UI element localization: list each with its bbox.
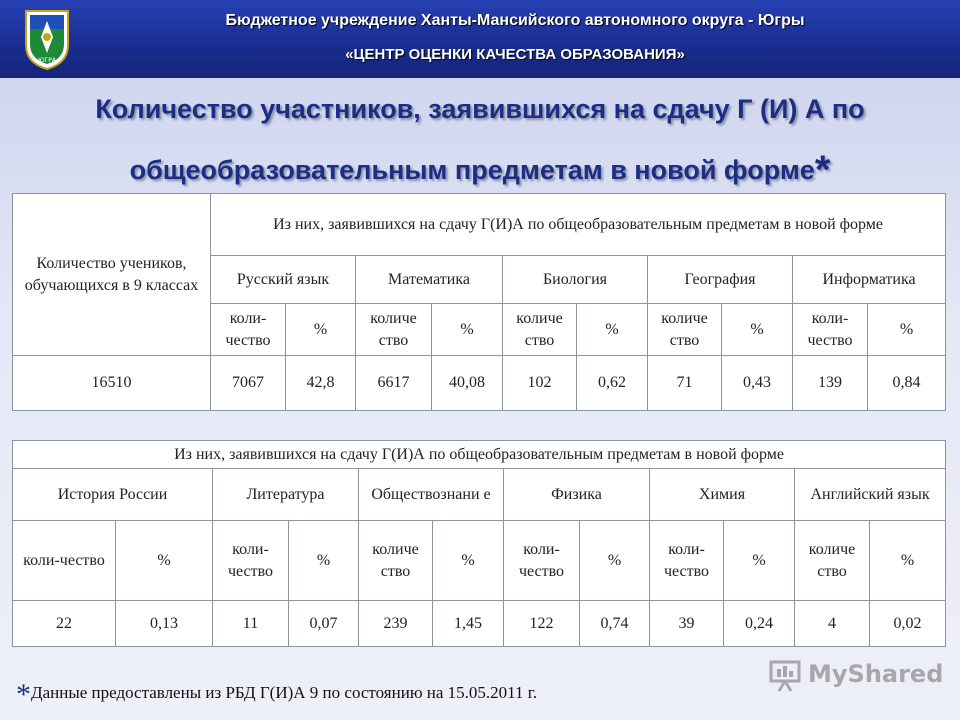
value-cell: 6617 <box>356 356 432 411</box>
table-row <box>13 356 946 411</box>
footnote-text: Данные предоставлены из РБД Г(И)А 9 по состоянию на 15.05.2011 г. <box>31 683 538 702</box>
subheader-cell: количе ство <box>648 304 722 356</box>
subject-math: Математика <box>356 256 503 304</box>
value-cell: 0,02 <box>870 601 946 647</box>
organization-name: Бюджетное учреждение Ханты-Мансийского автономного округа - Югры <box>225 12 805 29</box>
footnote <box>16 678 537 712</box>
subheader-cell: % <box>580 521 650 601</box>
value-cell: 39 <box>650 601 724 647</box>
value-cell: 122 <box>504 601 580 647</box>
table-row <box>13 601 946 647</box>
value-cell: 22 <box>13 601 116 647</box>
subheader-cell: коли-чество <box>211 304 286 356</box>
coat-of-arms-icon <box>22 7 72 71</box>
footnote-asterisk: * <box>16 678 31 711</box>
total-students-cell: 16510 <box>13 356 211 411</box>
subheader-cell: % <box>868 304 946 356</box>
subheader-cell: количе ство <box>356 304 432 356</box>
value-cell: 40,08 <box>432 356 503 411</box>
value-cell: 7067 <box>211 356 286 411</box>
subject-literature: Литература <box>213 469 359 521</box>
watermark-text: MyShared <box>808 660 944 688</box>
subheader-cell: % <box>724 521 795 601</box>
value-cell: 102 <box>503 356 577 411</box>
subject-social-studies: Обществознани е <box>359 469 504 521</box>
participants-table-2 <box>12 440 946 647</box>
subheader-cell: % <box>432 304 503 356</box>
group-header: Из них, заявившихся на сдачу Г(И)А по общеобразовательным предметам в новой форме <box>211 194 946 256</box>
subheader-cell: % <box>722 304 793 356</box>
value-cell: 239 <box>359 601 433 647</box>
group-header: Из них, заявившихся на сдачу Г(И)А по общеобразовательным предметам в новой форме <box>13 441 946 469</box>
subject-chemistry: Химия <box>650 469 795 521</box>
subheader-cell: % <box>577 304 648 356</box>
subheader-cell: коли-чество <box>793 304 868 356</box>
subheader-cell: количе ство <box>359 521 433 601</box>
header-banner <box>0 0 960 78</box>
value-cell: 0,84 <box>868 356 946 411</box>
subject-english: Английский язык <box>795 469 946 521</box>
watermark <box>768 656 944 694</box>
value-cell: 0,13 <box>116 601 213 647</box>
value-cell: 0,24 <box>724 601 795 647</box>
subject-russian: Русский язык <box>211 256 356 304</box>
subheader-cell: % <box>433 521 504 601</box>
students-count-header: Количество учеников, обучающихся в 9 классах <box>13 194 211 356</box>
subject-geography: География <box>648 256 793 304</box>
subheader-cell: коли-чество <box>504 521 580 601</box>
subheader-cell: коли-чество <box>213 521 289 601</box>
subheader-cell: количе ство <box>795 521 870 601</box>
value-cell: 0,43 <box>722 356 793 411</box>
title-asterisk: * <box>814 148 831 192</box>
value-cell: 42,8 <box>286 356 356 411</box>
subheader-cell: % <box>116 521 213 601</box>
value-cell: 1,45 <box>433 601 504 647</box>
subheader-cell: % <box>286 304 356 356</box>
subheader-cell: количе ство <box>503 304 577 356</box>
center-name: «ЦЕНТР ОЦЕНКИ КАЧЕСТВА ОБРАЗОВАНИЯ» <box>345 46 685 63</box>
presentation-board-icon <box>768 658 802 692</box>
value-cell: 11 <box>213 601 289 647</box>
subheader-cell: коли-чество <box>650 521 724 601</box>
subject-russian-history: История России <box>13 469 213 521</box>
participants-table-1 <box>12 193 946 411</box>
emblem-label: ЮГРА <box>38 57 56 64</box>
slide-title-line1: Количество участников, заявившихся на сдачу Г (И) А по <box>95 94 865 124</box>
slide-title-line2: общеобразовательным предметам в новой форме* <box>129 148 831 192</box>
value-cell: 0,07 <box>289 601 359 647</box>
subject-physics: Физика <box>504 469 650 521</box>
value-cell: 139 <box>793 356 868 411</box>
value-cell: 4 <box>795 601 870 647</box>
value-cell: 0,74 <box>580 601 650 647</box>
subject-biology: Биология <box>503 256 648 304</box>
value-cell: 71 <box>648 356 722 411</box>
subheader-cell: коли-чество <box>13 521 116 601</box>
subheader-cell: % <box>870 521 946 601</box>
value-cell: 0,62 <box>577 356 648 411</box>
subheader-cell: % <box>289 521 359 601</box>
subject-informatics: Информатика <box>793 256 946 304</box>
